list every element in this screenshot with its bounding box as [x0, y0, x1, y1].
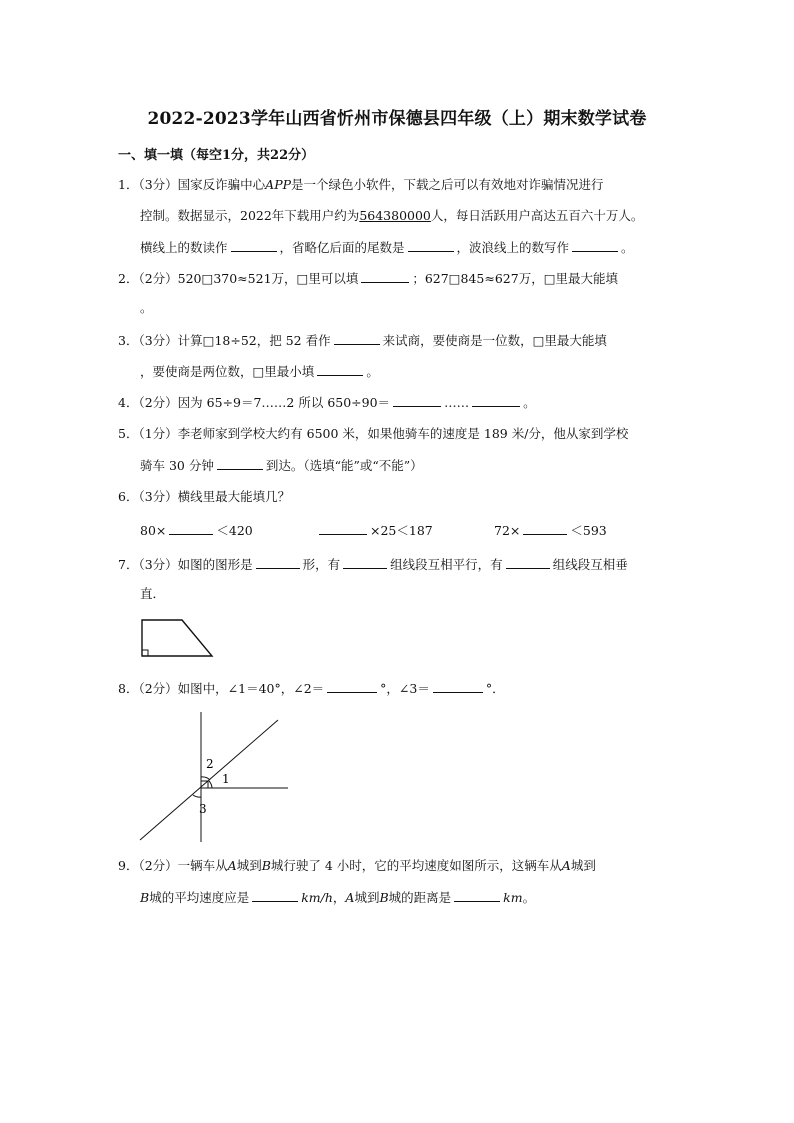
answer-blank[interactable]	[572, 238, 618, 252]
question-5-line-2: 骑车 30 分钟 到达。（选填“能”或“不能”）	[140, 458, 423, 473]
question-1-line-3: 横线上的数读作 ，省略亿后面的尾数是 ，波浪线上的数写作 。	[140, 240, 634, 255]
question-7-line-2: 直．	[140, 586, 166, 601]
answer-blank[interactable]	[256, 555, 300, 569]
question-6-line-1: 6．（3分）横线里最大能填几？	[118, 489, 291, 504]
question-4: 4．（2分）因为 65÷9＝7……2 所以 650÷90＝ …… 。	[118, 395, 536, 410]
right-trapezoid	[142, 620, 212, 656]
answer-blank[interactable]	[217, 456, 263, 470]
question-8: 8．（2分）如图中，∠1＝40°，∠2＝ °，∠3＝ °．	[118, 681, 505, 696]
question-1-line-2: 控制。数据显示，2022年下载用户约为564380000人，每日活跃用户高达五百六十万人。	[140, 208, 644, 223]
question-9-line-2: B城的平均速度应是 km/h，A城到B城的距离是 km。	[140, 890, 536, 905]
answer-blank[interactable]	[169, 521, 213, 535]
question-2-line-1: 2．（2分）520□370≈521万，□里可以填 ；627□845≈627万，□里最大能填	[118, 271, 618, 286]
section-heading: 一、填一填（每空1分，共22分）	[118, 148, 315, 163]
angle-label-1: 1	[222, 772, 230, 786]
right-angle-mark	[142, 650, 148, 656]
question-9-line-1: 9．（2分）一辆车从A城到B城行驶了 4 小时，它的平均速度如图所示，这辆车从A城到	[118, 858, 596, 873]
answer-blank[interactable]	[408, 238, 454, 252]
answer-blank[interactable]	[472, 393, 520, 407]
question-2-line-2: 。	[140, 300, 153, 315]
question-6-expr-1: 80× ＜420	[140, 523, 253, 538]
answer-blank[interactable]	[317, 362, 363, 376]
answer-blank[interactable]	[343, 555, 387, 569]
question-3-line-2: ，要使商是两位数，□里最小填 。	[140, 364, 379, 379]
question-1-line-1: 1．（3分）国家反诈骗中心APP是一个绿色小软件，下载之后可以有效地对诈骗情况进行	[118, 177, 604, 192]
answer-blank[interactable]	[252, 888, 298, 902]
trapezoid-figure	[138, 614, 218, 664]
slanted-line	[140, 720, 278, 840]
page-title: 2022-2023学年山西省忻州市保德县四年级（上）期末数学试卷	[147, 109, 647, 129]
answer-blank[interactable]	[523, 521, 567, 535]
question-3-line-1: 3．（3分）计算□18÷52，把 52 看作 来试商，要使商是一位数，□里最大能填	[118, 333, 607, 348]
answer-blank[interactable]	[319, 521, 367, 535]
answer-blank[interactable]	[231, 238, 277, 252]
angle-2-arc	[201, 777, 210, 780]
angle-1-arc	[209, 781, 212, 788]
question-6-expr-2: ×25＜187	[316, 521, 433, 540]
answer-blank[interactable]	[506, 555, 550, 569]
answer-blank[interactable]	[334, 331, 380, 345]
angles-figure	[138, 710, 290, 844]
answer-blank[interactable]	[361, 269, 409, 283]
angle-3-arc	[193, 795, 201, 797]
answer-blank[interactable]	[433, 679, 483, 693]
angle-label-3: 3	[199, 802, 207, 816]
angle-label-2: 2	[206, 757, 214, 771]
question-6-expr-3: 72× ＜593	[494, 523, 607, 538]
answer-blank[interactable]	[393, 393, 441, 407]
question-5-line-1: 5．（1分）李老师家到学校大约有 6500 米，如果他骑车的速度是 189 米/分，他从家到学校	[118, 426, 629, 441]
question-7-line-1: 7．（3分）如图的图形是 形，有 组线段互相平行，有 组线段互相垂	[118, 557, 628, 572]
wavy-number: 564380000	[359, 208, 431, 223]
answer-blank[interactable]	[327, 679, 377, 693]
answer-blank[interactable]	[454, 888, 500, 902]
